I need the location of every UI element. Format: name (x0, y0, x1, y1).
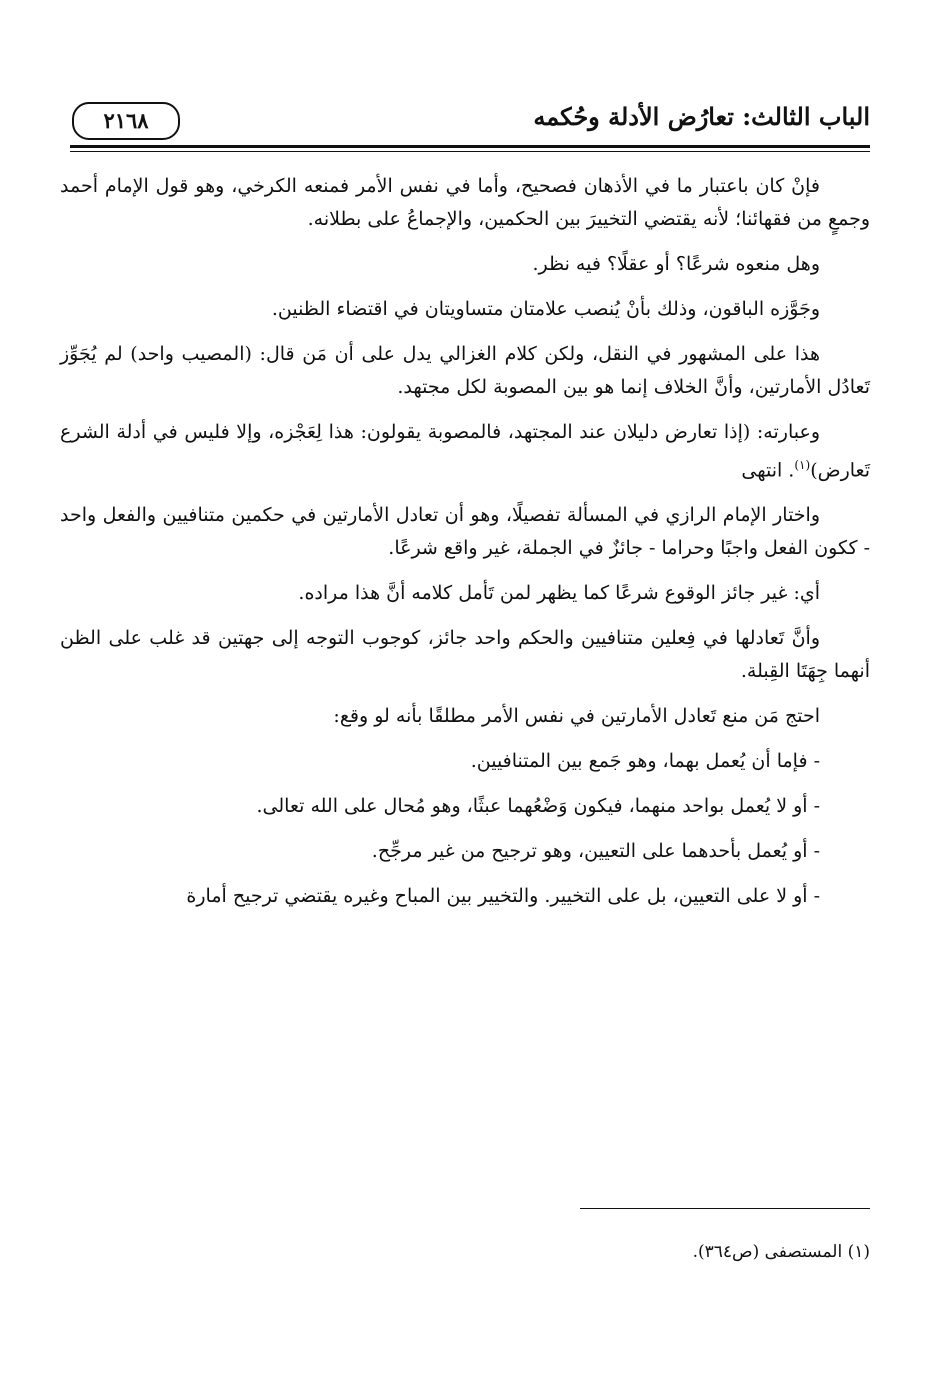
footnote-rule (580, 1208, 870, 1209)
paragraph: وأنَّ تَعادلها في فِعلين متنافيين والحكم واحد جائز، كوجوب التوجه إلى جهتين قد غلب على الظن أنهما جِهَتَا القِبلة. (60, 627, 870, 683)
paragraph: أي: غير جائز الوقوع شرعًا كما يظهر لمن تَأمل كلامه أنَّ هذا مراده. (298, 582, 820, 605)
chapter-title: الباب الثالث: تعارُض الأدلة وحُكمه (533, 102, 870, 131)
list-item: - فإما أن يُعمل بهما، وهو جَمع بين المتنافيين. (470, 750, 820, 773)
paragraph: هذا على المشهور في النقل، ولكن كلام الغزالي يدل على أن مَن قال: (المصيب واحد) لم يُجَوِّز تَعادُل الأمارتين، وأنَّ الخلاف إنما هو بين المصوبة لكل مجتهد. (60, 343, 870, 398)
paragraph: - أو لا على التعيين، بل على التخيير. والتخيير بين المباح وغيره يقتضي ترجيح أمارة (186, 885, 820, 908)
list-item: - أو يُعمل بأحدهما على التعيين، وهو ترجيح من غير مرجِّح. (371, 840, 820, 863)
page-header (70, 96, 870, 146)
footnote-marker: (١) (794, 458, 811, 472)
header-rule (70, 145, 870, 148)
page-number: ٢١٦٨ (72, 102, 180, 140)
main-text (60, 170, 870, 925)
paragraph: وهل منعوه شرعًا؟ أو عقلًا؟ فيه نظر. (532, 253, 820, 275)
paragraph: احتج مَن منع تَعادل الأمارتين في نفس الأمر مطلقًا بأنه لو وقع: (333, 705, 820, 728)
paragraph: واختار الإمام الرازي في المسألة تفصيلًا، وهو أن تعادل الأمارتين في حكمين متنافيين والفعل واحد - ككون الفعل واجبًا وحراما - جائزٌ في الجملة، غير واقع شرعًا. (60, 504, 870, 560)
paragraph-text: وعبارته: (إذا تعارض دليلان عند المجتهد، فالمصوبة يقولون: هذا لِعَجْزه، وإلا فليس في أدلة الشرع تَعارض) (60, 421, 870, 482)
footnote: (١) المستصفى (ص٣٦٤). (692, 1242, 870, 1262)
paragraph-tail: . انتهى (741, 459, 795, 482)
header-rule-thin (70, 151, 870, 152)
paragraph: فإنْ كان باعتبار ما في الأذهان فصحيح، وأما في نفس الأمر فمنعه الكرخي، وهو قول الإمام أحمد وجمعٍ من فقهائنا؛ لأنه يقتضي التخييرَ بين الحكمين، والإجماعُ على بطلانه. (60, 175, 870, 230)
paragraph: وجَوَّزه الباقون، وذلك بأنْ يُنصب علامتان متساويتان في اقتضاء الظنين. (271, 298, 820, 320)
paragraph (60, 416, 870, 487)
list-item: - أو لا يُعمل بواحد منهما، فيكون وَضْعُهما عبثًا، وهو مُحال على الله تعالى. (256, 795, 820, 818)
